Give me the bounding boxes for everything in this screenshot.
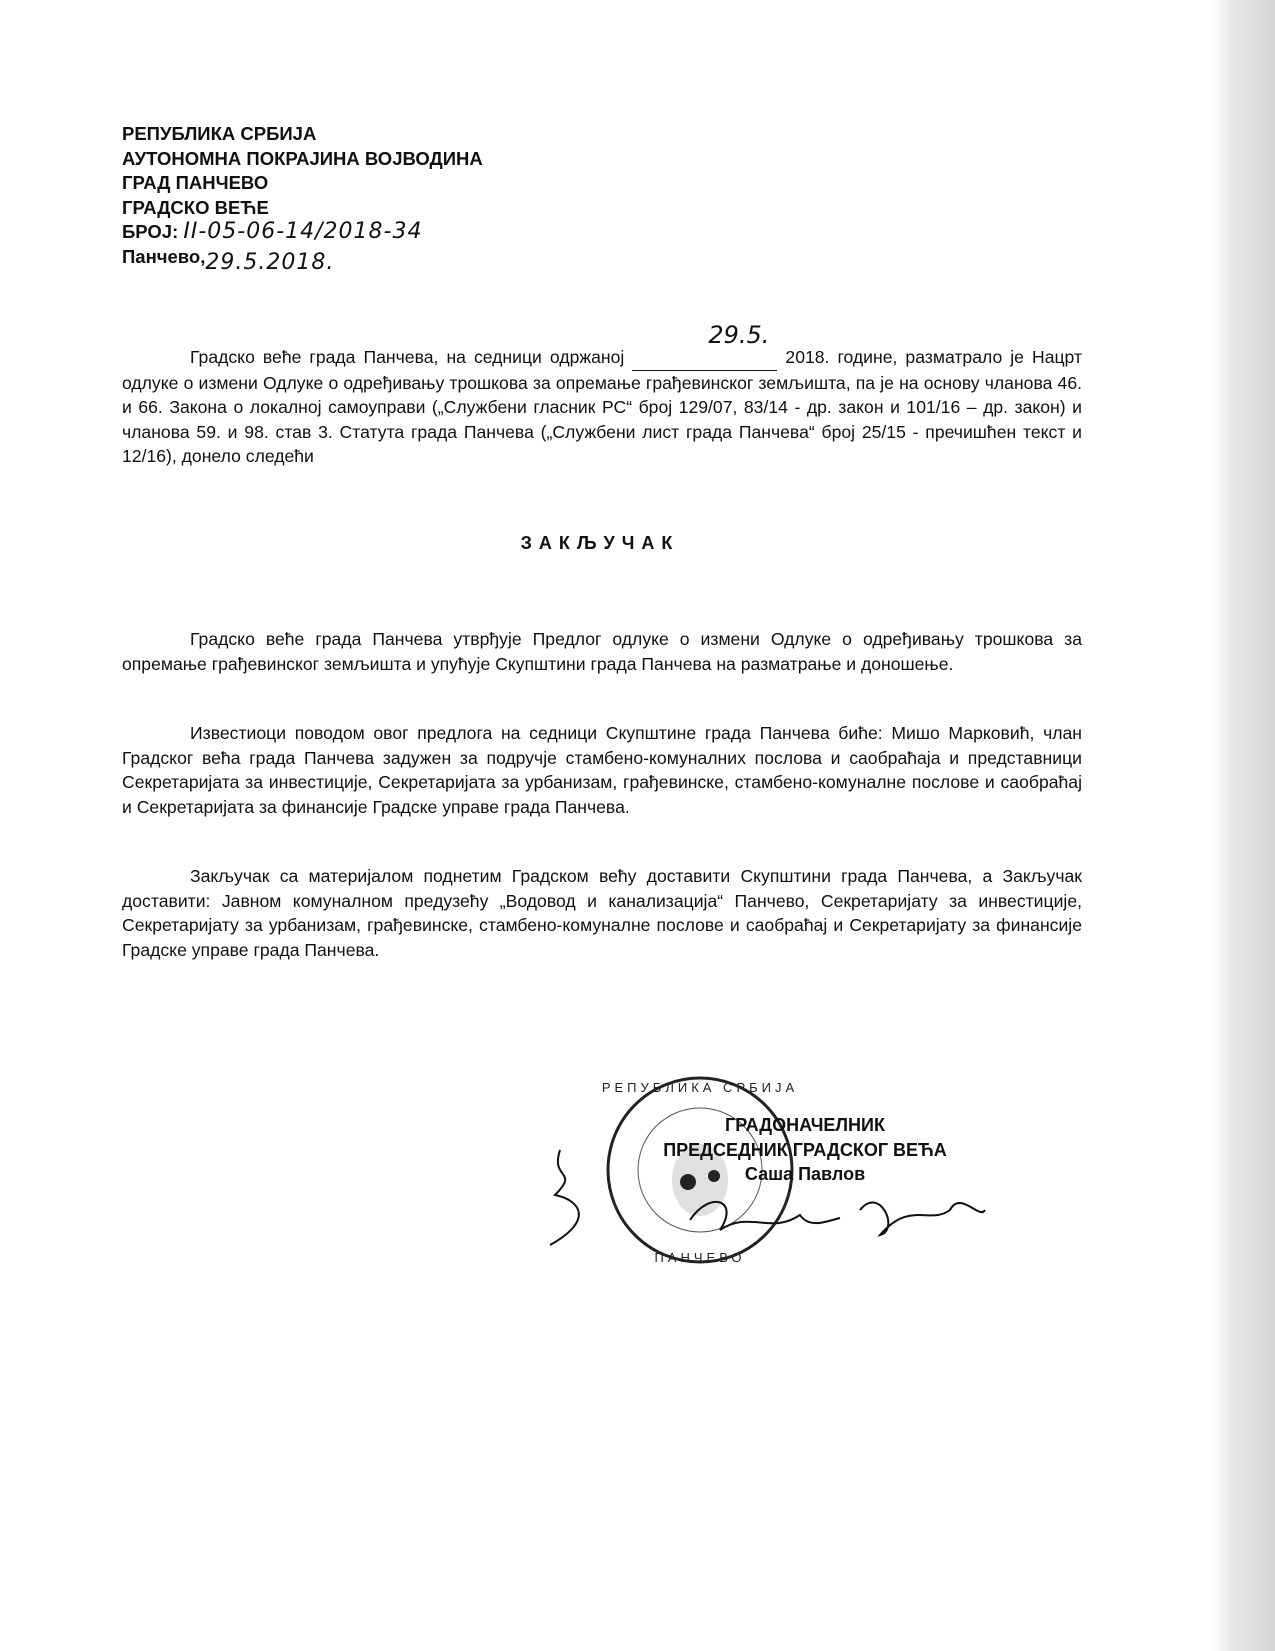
handwritten-signature <box>680 1180 1000 1250</box>
handwritten-number: II-05-06-14/2018-34 <box>183 219 423 244</box>
handwritten-date: 29.5.2018. <box>205 249 335 275</box>
initials-scribble <box>540 1140 610 1250</box>
signatory-name: Саша Павлов <box>744 1164 866 1184</box>
header-line: РЕПУБЛИКА СРБИЈА <box>122 123 317 144</box>
intro-paragraph: Градско веће града Панчева, на седници одржаној 29.5. 2018. године, разматрало је Нацрт одлуке о измени Одлуке о одређивању трошкова за опремање грађевинског земљишта, па је на основу чланова 46. и 66. Закона о локалној самоуправи („Службени гласник РС“ број 129/07, 83/14 - др. закон и 101/16 – др. закон) и чланова 59. и 98. став 3. Статута града Панчева („Службени лист града Панчева“ број 25/15 - пречишћен текст и 12/16), донело следећи <box>122 321 1083 467</box>
svg-text:ПАНЧЕВО: ПАНЧЕВО <box>654 1250 746 1265</box>
session-date-blank <box>632 321 777 371</box>
conclusion-paragraph-1: Градско веће града Панчева утврђује Предлог одлуке о измени Одлуке о одређивању трошкова за опремање грађевинског земљишта и упућује Скупштини града Панчева на разматрање и доношење. <box>122 629 1082 674</box>
document-title: ЗАКЉУЧАК <box>520 533 680 553</box>
header-line: ГРАДСКО ВЕЋЕ <box>122 196 269 218</box>
document-place-date: Панчево,29.5.2018. <box>122 245 335 275</box>
signatory-role: ПРЕДСЕДНИК ГРАДСКОГ ВЕЋА <box>663 1139 947 1160</box>
header-line: ГРАД ПАНЧЕВО <box>122 172 269 193</box>
document-header <box>122 122 483 275</box>
signature-block <box>640 1113 970 1187</box>
conclusion-paragraph-2: Известиоци поводом овог предлога на седници Скупштине града Панчева биће: Мишо Марковић, члан Градског већа града Панчева задужен за подручје стамбено-комуналних послова и саобраћаја и представници Секретаријата за инвестиције, Секретаријата за урбанизам, грађевинске, стамбено-комуналне послове и саобраћај и Секретаријата за финансије Градске управе града Панчева. <box>122 723 1082 817</box>
header-line: АУТОНОМНА ПОКРАЈИНА ВОЈВОДИНА <box>122 147 483 169</box>
handwritten-session-date: 29.5. <box>708 321 770 349</box>
scan-edge <box>1213 0 1275 1651</box>
document-number: БРОЈ: II-05-06-14/2018-34 <box>122 219 423 244</box>
signatory-role: ГРАДОНАЧЕЛНИК <box>725 1115 885 1135</box>
svg-text:РЕПУБЛИКА СРБИЈА: РЕПУБЛИКА СРБИЈА <box>601 1080 799 1095</box>
conclusion-paragraph-3: Закључак са материјалом поднетим Градском већу доставити Скупштини града Панчева, а Закључак доставити: Јавном комуналном предузећу „Водовод и канализација“ Панчево, Секретаријату за инвестиције, Секретаријату за урбанизам, грађевинске, стамбено-комуналне послове и саобраћај и Секретаријату за финансије Градске управе града Панчева. <box>122 866 1082 960</box>
